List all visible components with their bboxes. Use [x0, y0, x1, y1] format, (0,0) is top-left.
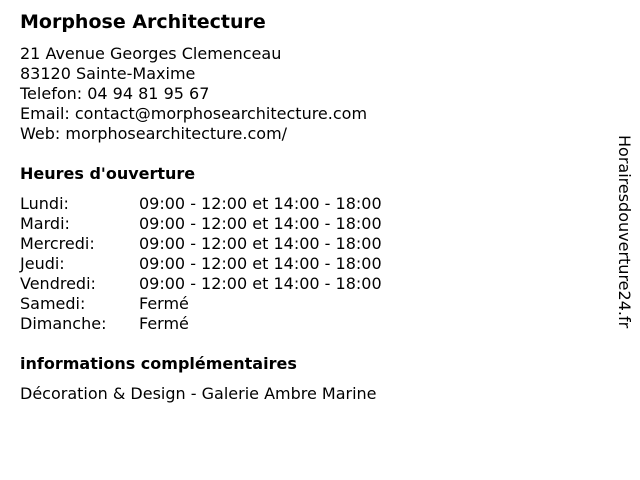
hours-row: [20, 234, 382, 254]
time-value: Fermé: [139, 314, 189, 333]
day-label: Vendredi:: [20, 274, 96, 293]
hours-row: [20, 274, 382, 294]
opening-hours-table: [20, 194, 382, 334]
hours-row: [20, 254, 382, 274]
day-label: Samedi:: [20, 294, 86, 313]
contact-block: [20, 44, 367, 144]
address-street: 21 Avenue Georges Clemenceau: [20, 44, 282, 63]
time-value: 09:00 - 12:00 et 14:00 - 18:00: [139, 194, 382, 213]
day-label: Dimanche:: [20, 314, 107, 333]
day-label: Jeudi:: [20, 254, 65, 273]
info-heading: informations complémentaires: [20, 354, 297, 373]
hours-row: [20, 314, 382, 334]
email-line: Email: contact@morphosearchitecture.com: [20, 104, 368, 123]
time-value: 09:00 - 12:00 et 14:00 - 18:00: [139, 234, 382, 253]
time-value: 09:00 - 12:00 et 14:00 - 18:00: [139, 254, 382, 273]
hours-row: [20, 294, 382, 314]
day-label: Mardi:: [20, 214, 70, 233]
hours-row: [20, 194, 382, 214]
day-label: Mercredi:: [20, 234, 95, 253]
phone-line: Telefon: 04 94 81 95 67: [20, 84, 210, 103]
site-watermark: Horairesdouverture24.fr: [615, 135, 634, 329]
business-name: Morphose Architecture: [20, 11, 266, 33]
address-city: 83120 Sainte-Maxime: [20, 64, 196, 83]
web-line: Web: morphosearchitecture.com/: [20, 124, 288, 143]
time-value: Fermé: [139, 294, 189, 313]
time-value: 09:00 - 12:00 et 14:00 - 18:00: [139, 214, 382, 233]
info-text: Décoration & Design - Galerie Ambre Marine: [20, 384, 377, 403]
time-value: 09:00 - 12:00 et 14:00 - 18:00: [139, 274, 382, 293]
hours-row: [20, 214, 382, 234]
hours-heading: Heures d'ouverture: [20, 164, 196, 183]
day-label: Lundi:: [20, 194, 69, 213]
